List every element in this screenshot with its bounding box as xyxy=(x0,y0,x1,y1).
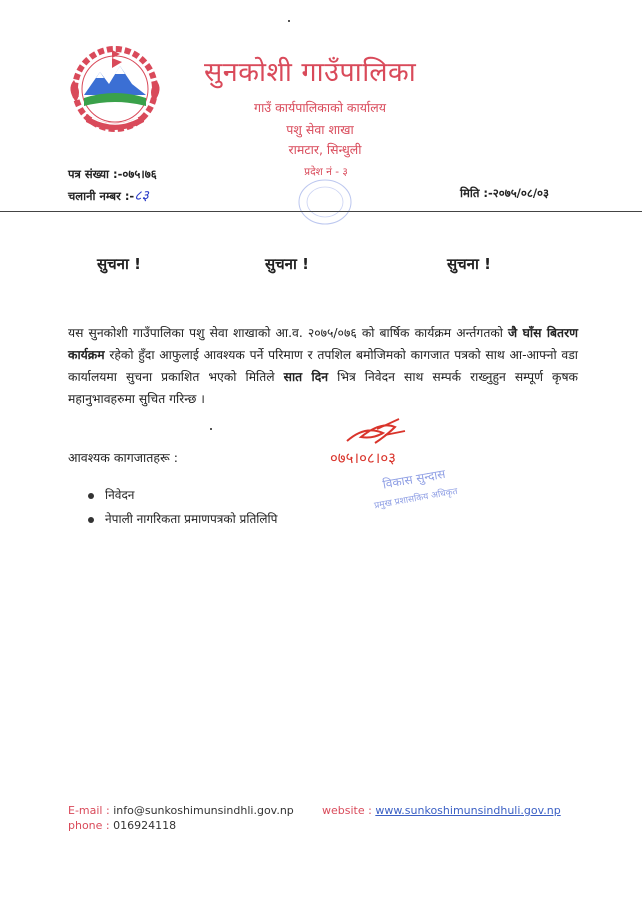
branch-name: पशु सेवा शाखा xyxy=(286,122,354,137)
seal-name: विकास सुन्दास xyxy=(381,466,447,492)
documents-heading: आवश्यक कागजातहरू : xyxy=(68,450,178,465)
speck xyxy=(210,428,212,430)
notice-heading-2: सुचना ! xyxy=(265,255,309,273)
officer-seal xyxy=(372,463,482,513)
province-label: प्रदेश नं - ३ xyxy=(304,166,348,178)
seal-title: प्रमुख प्रशासकिय अधिकृत xyxy=(373,486,459,512)
notice-body: यस सुनकोशी गाउँपालिका पशु सेवा शाखाको आ.व. २०७५/०७६ को बार्षिक कार्यक्रम अर्न्तगतको जै घाँस बितरण कार्यक्रम रहेको हुँदा आफुलाई आवश्यक पर्ने परिमाण र तपशिल बमोजिमको कागजात पत्रको साथ आ-आफ्नो वडा कार्यालयमा सुचना प्रकाशित भएको मितिले सात दिन भित्र निवेदन साथ सम्पर्क राख्नुहुन सम्पूर्ण कृषक महानुभावहरुमा सुचित गरिन्छ । xyxy=(68,326,578,406)
footer-phone: phone : 016924118 xyxy=(68,819,177,832)
speck xyxy=(288,20,290,22)
list-item: निवेदन xyxy=(88,486,134,503)
dispatch-number: चलानी नम्बर :-८३ xyxy=(68,188,149,204)
municipality-title: सुनकोशी गाउँपालिका xyxy=(204,57,417,88)
footer-email: E-mail : info@sunkoshimunsindhli.gov.np xyxy=(68,804,294,817)
notice-heading-1: सुचना ! xyxy=(97,255,141,273)
bullet-icon xyxy=(88,517,94,523)
municipality-emblem xyxy=(62,40,168,138)
office-location: रामटार, सिन्धुली xyxy=(288,142,362,157)
bullet-icon xyxy=(88,493,94,499)
signature-date: ०७५।०८।०३ xyxy=(330,449,396,467)
office-name: गाउँ कार्यपालिकाको कार्यालय xyxy=(254,100,386,115)
website-link[interactable]: www.sunkoshimunsindhuli.gov.np xyxy=(375,804,561,817)
list-item: नेपाली नागरिकता प्रमाणपत्रको प्रतिलिपि xyxy=(88,510,277,527)
office-stamp xyxy=(280,170,370,225)
notice-heading-3: सुचना ! xyxy=(447,255,491,273)
letter-date: मिति :-२०७५/०८/०३ xyxy=(460,186,550,200)
footer-website: website : www.sunkoshimunsindhuli.gov.np xyxy=(322,804,561,817)
header-divider xyxy=(0,211,642,212)
letter-number: पत्र संख्या :-०७५।७६ xyxy=(68,167,157,181)
